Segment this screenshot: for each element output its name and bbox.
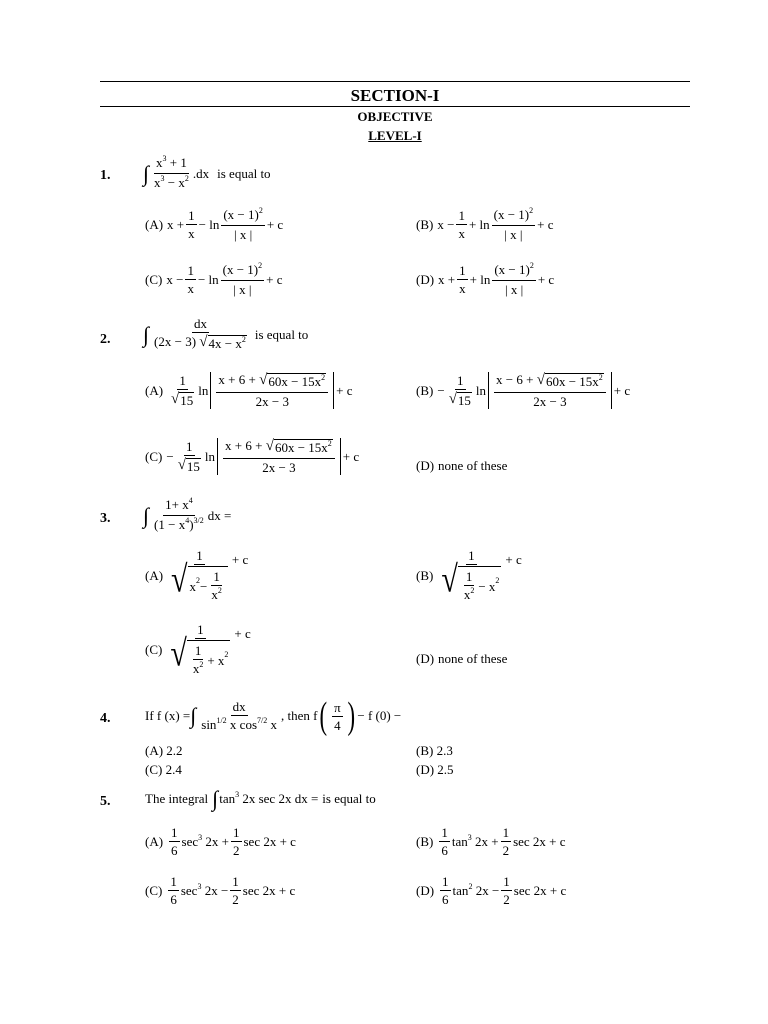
objective-heading: OBJECTIVE [357, 109, 433, 124]
q1-option-a: (A) x + $\frac{1}{x}$ − ln $\frac{(x - 1)^2}{| x |}$ + c [145, 206, 284, 242]
q5-option-c: (C) $\frac{1}{6}$ $\sec^3 2x$ − $\frac{1}{2}$ sec 2x + c [145, 874, 296, 907]
q5-option-a: (A) $\frac{1}{6}$ $\sec^3 2x$ + $\frac{1}{2}$ sec 2x + c [145, 825, 296, 858]
q1-option-d: (D) x + $\frac{1}{x}$ + ln $\frac{(x - 1)^2}{| x |}$ + c [416, 261, 555, 297]
stem-tail: is equal to [217, 165, 271, 181]
q3-option-b: (B) 1 √ $\frac{1}{x^2}$ − x 2 + c [416, 548, 522, 602]
question-3-stem: ∫ $\frac{1+ x^4}{(1 - x^4)^{3/2}}$ dx = [143, 496, 232, 532]
question-number: 1. [100, 168, 111, 183]
question-5-stem: The integral ∫ $\tan^3 2x$ sec 2x dx = is equal to [145, 786, 376, 811]
question-2-stem: ∫ dx (2x − 3) √ $4x - x^2$ is equal to [143, 316, 309, 351]
question-number: 5. [100, 794, 111, 809]
q3-option-d: (D) none of these [416, 651, 508, 666]
q4-option-d: (D) 2.5 [416, 762, 454, 777]
section-title: SECTION-I [350, 86, 440, 105]
level-label: LEVEL-I [368, 128, 422, 143]
q1-option-b: (B) x − $\frac{1}{x}$ + ln $\frac{(x - 1)^2}{| x |}$ + c [416, 206, 554, 242]
q3-option-a: (A) 1 √ x 2 − $\frac{1}{x^2}$ + c [145, 548, 249, 602]
q1-option-c: (C) x − $\frac{1}{x}$ − ln $\frac{(x - 1)^2}{| x |}$ + c [145, 261, 283, 297]
question-1-stem: ∫ $\frac{x^3 + 1}{x^3 - x^2}$ .dx is equal to [143, 154, 271, 190]
q2-option-d: (D) none of these [416, 458, 508, 473]
stem-tail: is equal to [254, 326, 309, 342]
question-number: 3. [100, 511, 111, 526]
level-heading [100, 128, 690, 144]
q2-option-c: (C) − 1 √ 15 ln x + 6 + √ $60x - 15x^2$ 2x − 3 + c [145, 438, 360, 475]
top-rule [100, 81, 690, 82]
q5-option-b: (B) $\frac{1}{6}$ $\tan^3 2x$ + $\frac{1}{2}$ sec 2x + c [416, 825, 566, 858]
section-rule [100, 106, 690, 107]
stem-tail: is equal to [322, 791, 376, 806]
q5-option-d: (D) $\frac{1}{6}$ $\tan^2 2x$ − $\frac{1}{2}$ sec 2x + c [416, 874, 567, 907]
q4-option-a: (A) 2.2 [145, 743, 183, 758]
q3-option-c: (C) 1 √ $\frac{1}{x^2}$ + x 2 + c [145, 622, 251, 676]
question-4-stem: If f (x) = ∫ $\frac{dx}{\sin^{1/2} x \cos^{7/2} x}$ , then f ( $\frac{\pi}{4}$ ) − f (0) − [145, 695, 402, 737]
q4-option-c: (C) 2.4 [145, 762, 182, 777]
q2-option-b: (B) − 1 √ 15 ln x − 6 + √ $60x - 15x^2$ 2x − 3 + c [416, 372, 631, 409]
question-number: 2. [100, 332, 111, 347]
q4-option-b: (B) 2.3 [416, 743, 453, 758]
question-number: 4. [100, 711, 111, 726]
q2-option-a: (A) 1 √ 15 ln x + 6 + √ $60x - 15x^2$ 2x − 3 + c [145, 372, 353, 409]
